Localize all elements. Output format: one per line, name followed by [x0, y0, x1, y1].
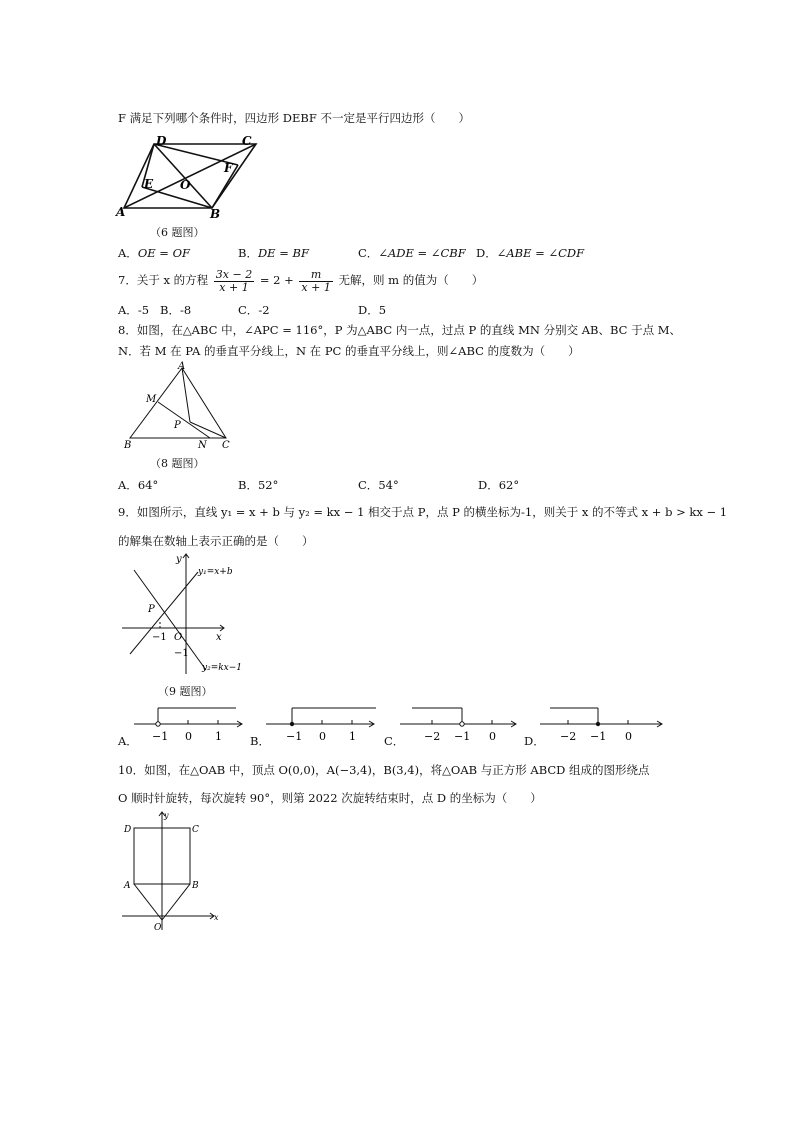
q9-line-y2: [134, 570, 206, 670]
q8-stem-line1: 8．如图，在△ABC 中，∠APC = 116°，P 为△ABC 内一点，过点 P 的直线 MN 分别交 AB、BC 于点 M、: [118, 323, 682, 337]
q10-label-D: D: [124, 825, 132, 835]
q9-stem-line1: 9．如图所示，直线 y₁ = x + b 与 y₂ = kx − 1 相交于点 P，点 P 的横坐标为-1，则关于 x 的不等式 x + b > kx − 1: [118, 505, 728, 519]
svg-text:0: 0: [319, 730, 326, 743]
q9-label-y: y: [176, 554, 182, 565]
q6-option-B[interactable]: B．DE = BF: [238, 246, 309, 260]
q6-label-B: B: [210, 207, 221, 220]
q6-option-C[interactable]: C．∠ADE = ∠CBF: [358, 246, 466, 260]
q8-label-B: B: [124, 440, 132, 451]
q9-label-l1: y₁=x+b: [198, 567, 233, 577]
q8-option-A[interactable]: A．64°: [118, 478, 159, 492]
svg-text:−2: −2: [424, 730, 441, 743]
q8-label-P: P: [174, 420, 181, 431]
q9-label-neg1y: −1: [174, 648, 189, 659]
q10-label-B: B: [192, 881, 199, 891]
q10-label-y: y: [164, 811, 169, 820]
q9-option-A[interactable]: A．: [118, 734, 138, 748]
q6-label-F: F: [224, 161, 233, 175]
q10-label-O: O: [154, 923, 162, 933]
q10-stem-line2: O 顺时针旋转，每次旋转 90°，则第 2022 次旋转结束时，点 D 的坐标为（ ）: [118, 791, 542, 805]
q9-option-B-numberline[interactable]: [264, 702, 382, 746]
q9-option-D-numberline[interactable]: [538, 702, 668, 746]
q9-label-x: x: [216, 632, 222, 643]
q8-caption: （8 题图）: [150, 457, 205, 470]
q8-option-D[interactable]: D．62°: [478, 478, 520, 492]
q10-label-x: x: [214, 913, 219, 922]
svg-text:−2: −2: [560, 730, 577, 743]
q7-suffix: 无解，则 m 的值为（ ）: [338, 273, 484, 287]
q8-label-N: N: [198, 440, 207, 451]
q9-stem-line2: 的解集在数轴上表示正确的是（ ）: [118, 534, 314, 548]
q10-label-A: A: [124, 881, 131, 891]
q9-label-O: O: [174, 632, 183, 643]
q9-label-P: P: [148, 604, 155, 615]
q9-option-C[interactable]: C．: [384, 734, 405, 748]
q7-prefix: 7．关于 x 的方程: [118, 273, 209, 287]
q7-eq-mid: = 2 +: [259, 273, 294, 287]
q9-option-A-numberline[interactable]: [132, 702, 250, 746]
q7-option-D[interactable]: D．5: [358, 303, 387, 317]
q6-caption: （6 题图）: [150, 226, 205, 239]
q10-label-C: C: [192, 825, 199, 835]
q9-option-D[interactable]: D．: [524, 734, 545, 748]
q7-fraction-1: $\frac{3x - 2}{x + 1}$: [215, 267, 253, 294]
svg-text:0: 0: [625, 730, 632, 743]
q8-option-B[interactable]: B．52°: [238, 478, 279, 492]
q6-stem: F 满足下列哪个条件时，四边形 DEBF 不一定是平行四边形（ ）: [118, 111, 470, 125]
q9-label-l2: y₂=kx−1: [202, 663, 243, 673]
svg-text:0: 0: [185, 730, 192, 743]
q6-label-C: C: [242, 134, 252, 148]
q6-parallelogram-figure: [112, 132, 272, 220]
q9-graph-figure: [118, 550, 258, 678]
q7-option-B[interactable]: B．-8: [160, 303, 192, 317]
q9-option-C-numberline[interactable]: [398, 702, 522, 746]
svg-text:−1: −1: [286, 730, 303, 743]
q6-option-A[interactable]: A．OE = OF: [118, 246, 190, 260]
q7-stem: [118, 266, 483, 294]
q9-option-B[interactable]: B．: [250, 734, 270, 748]
q6-label-D: D: [156, 134, 167, 148]
q6-label-A: A: [116, 205, 126, 219]
q7-option-C[interactable]: C．-2: [238, 303, 270, 317]
svg-text:−1: −1: [152, 730, 169, 743]
q10-stem-line1: 10．如图，在△OAB 中，顶点 O(0,0)，A(−3,4)，B(3,4)，将△OAB 与正方形 ABCD 组成的图形绕点: [118, 763, 650, 777]
q8-option-C[interactable]: C．54°: [358, 478, 399, 492]
q9-label-neg1x: −1: [152, 632, 167, 643]
q6-label-E: E: [144, 177, 154, 191]
svg-text:1: 1: [349, 730, 356, 743]
svg-text:1: 1: [215, 730, 222, 743]
svg-text:0: 0: [489, 730, 496, 743]
q6-option-D[interactable]: D．∠ABE = ∠CDF: [476, 246, 585, 260]
q9-caption: （9 题图）: [158, 685, 213, 698]
svg-text:−1: −1: [590, 730, 607, 743]
q8-stem-line2: N．若 M 在 PA 的垂直平分线上，N 在 PC 的垂直平分线上，则∠ABC 的度数为（ ）: [118, 344, 580, 358]
q10-rotation-figure: [118, 808, 222, 934]
svg-text:−1: −1: [454, 730, 471, 743]
q8-label-M: M: [146, 394, 157, 405]
q7-fraction-2: $\frac{m}{x + 1}$: [301, 267, 331, 294]
q8-label-A: A: [178, 361, 186, 372]
q8-label-C: C: [222, 440, 230, 451]
q8-triangle-figure: [118, 360, 248, 452]
q6-label-O: O: [180, 178, 191, 192]
q7-option-A[interactable]: A．-5: [118, 303, 150, 317]
